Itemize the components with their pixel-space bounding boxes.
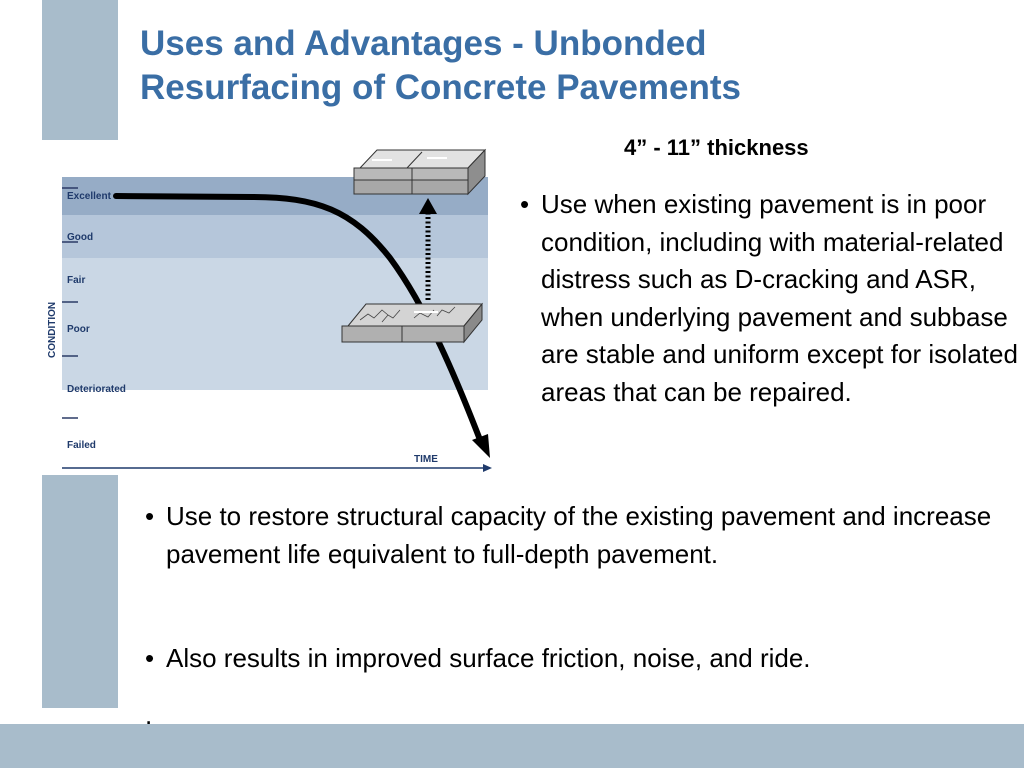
- band-label-excellent: Excellent: [67, 191, 111, 202]
- distressed-slab-icon: [342, 304, 482, 342]
- bullet-text: Also results in improved surface friction, noise, and ride.: [166, 643, 811, 673]
- band-label-poor: Poor: [67, 324, 90, 335]
- bullet-poor-condition: [520, 186, 1024, 411]
- thickness-label: 4” - 11” thickness: [624, 135, 809, 160]
- bullet-surface-friction: [145, 640, 1016, 678]
- x-axis-arrowhead: [483, 464, 492, 472]
- band-label-good: Good: [67, 232, 94, 243]
- new-overlay-slab-icon: [354, 150, 485, 194]
- band-label-fair: Fair: [67, 275, 86, 286]
- y-axis-label: CONDITION: [47, 301, 58, 358]
- slide-title-line-2: Resurfacing of Concrete Pavements: [140, 68, 742, 107]
- band-label-failed: Failed: [67, 440, 96, 451]
- slide-title: [140, 22, 940, 110]
- bottom-accent-bar: [0, 724, 1024, 768]
- bullet-marker: •: [520, 189, 530, 219]
- bullet-text: Use to restore structural capacity of the existing pavement and increase pavement life equivalent to full-depth pavement.: [166, 501, 992, 569]
- bullet-structural-capacity: [145, 498, 1016, 573]
- bullet-marker: •: [145, 501, 155, 531]
- slide-title-line-1: Uses and Advantages - Unbonded: [140, 24, 707, 63]
- pavement-condition-figure: [42, 140, 498, 475]
- bullet-marker: •: [145, 643, 155, 673]
- bullet-text: Use when existing pavement is in poor condition, including with material-related distress such as D-cracking and ASR, when underlying pavement and subbase are stable and uniform except for isolated areas that can be repaired.: [541, 189, 1018, 407]
- band-good-area: [62, 215, 488, 258]
- pavement-condition-diagram: [42, 140, 498, 475]
- deterioration-curve-arrowhead: [472, 434, 490, 458]
- stray-bullet-mark: .: [145, 700, 153, 730]
- x-axis-label: TIME: [414, 454, 438, 465]
- band-label-deteriorated: Deteriorated: [67, 384, 126, 395]
